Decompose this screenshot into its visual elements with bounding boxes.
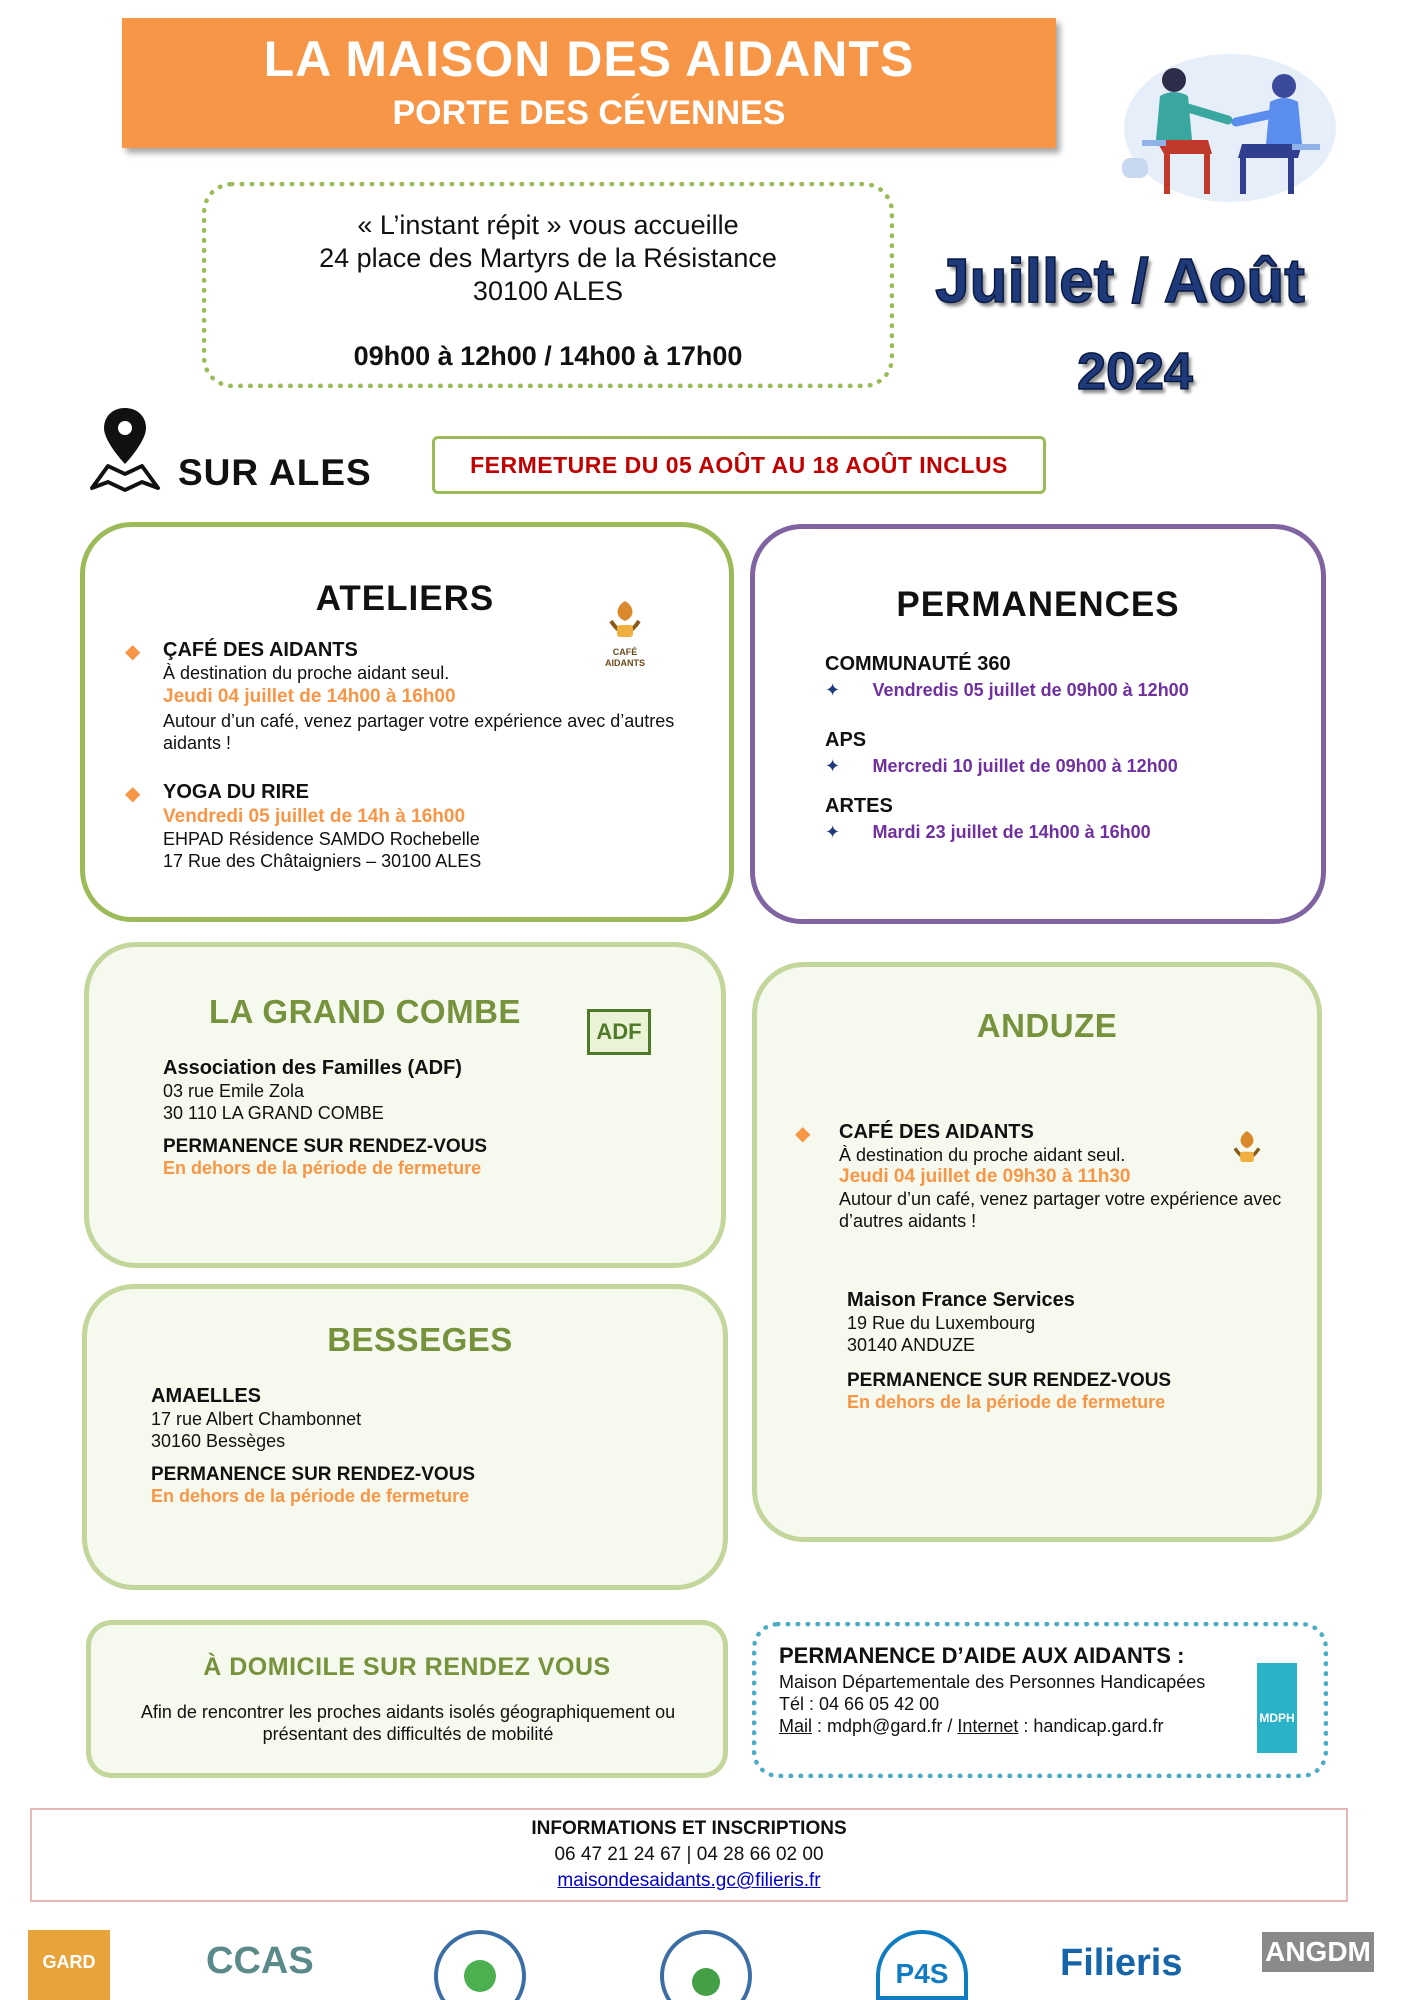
besseges-card xyxy=(82,1284,728,1590)
perm-item xyxy=(825,653,1305,701)
besseges-addr2: 30160 Bessèges xyxy=(151,1431,286,1451)
atelier-yoga-place2: 17 Rue des Châtaigniers – 30100 ALES xyxy=(163,851,482,871)
bullet-icon: ◆ xyxy=(125,641,141,663)
perm-item-name: APS xyxy=(825,729,867,751)
perm-item xyxy=(825,729,1305,777)
info-email-link[interactable]: maisondesaidants.gc@filieris.fr xyxy=(557,1870,821,1891)
mdph-contact: Mail : mdph@gard.fr / Internet : handicap.gard.fr xyxy=(779,1716,1164,1736)
anduze-cafe-name: CAFÉ DES AIDANTS xyxy=(839,1121,1034,1143)
info-title: INFORMATIONS ET INSCRIPTIONS xyxy=(531,1818,847,1839)
page-subtitle: PORTE DES CÉVENNES xyxy=(392,94,786,132)
period-months: Juillet / Août xyxy=(935,247,1305,316)
domicile-text: Afin de rencontrer les proches aidants isolés géographiquement ou présentant des difficultés de mobilité xyxy=(140,1702,676,1744)
anduze-title: ANDUZE xyxy=(976,1007,1118,1044)
atelier-yoga-date: Vendredi 05 juillet de 14h à 16h00 xyxy=(163,806,466,827)
map-pin-icon xyxy=(88,404,162,494)
filieris-logo: Filieris xyxy=(1060,1942,1183,1984)
anduze-info xyxy=(847,1289,1287,1413)
info-box xyxy=(30,1808,1348,1902)
besseges-addr1: 17 rue Albert Chambonnet xyxy=(151,1409,362,1429)
besseges-rdv: PERMANENCE SUR RENDEZ-VOUS xyxy=(151,1464,476,1485)
mdph-tel: Tél : 04 66 05 42 00 xyxy=(779,1694,940,1714)
caregivers-illustration xyxy=(1112,48,1340,208)
atelier-cafe-desc: À destination du proche aidant seul. xyxy=(163,663,450,683)
gard-logo: GARD xyxy=(28,1930,110,2000)
anduze-addr1: 19 Rue du Luxembourg xyxy=(847,1313,1036,1333)
atelier-cafe-note: Autour d’un café, venez partager votre expérience avec d’autres aidants ! xyxy=(163,711,675,753)
location-title: SUR ALES xyxy=(178,452,372,493)
anduze-cafe xyxy=(839,1121,1285,1232)
grand-combe-addr1: 03 rue Emile Zola xyxy=(163,1081,305,1101)
circle-logo-1 xyxy=(430,1926,530,2000)
besseges-info xyxy=(151,1385,671,1507)
city-address: 30100 ALES xyxy=(472,276,624,306)
bullet-icon: ◆ xyxy=(795,1123,811,1145)
mdph-info xyxy=(779,1671,1259,1737)
adf-logo: ADF xyxy=(587,1009,651,1055)
perm-item xyxy=(825,795,1305,843)
angdm-logo: ANGDM xyxy=(1262,1932,1374,1972)
p4s-logo: P4S xyxy=(876,1930,968,2000)
perm-item-name: COMMUNAUTÉ 360 xyxy=(825,653,1011,675)
ccas-logo: CCAS xyxy=(206,1940,314,1982)
besseges-rdv-note: En dehors de la période de fermeture xyxy=(151,1486,470,1506)
mdph-org: Maison Départementale des Personnes Handicapées xyxy=(779,1672,1206,1692)
cafe-logo-text: CAFÉ AIDANTS xyxy=(605,647,645,668)
page-title: LA MAISON DES AIDANTS xyxy=(263,31,915,87)
anduze-rdv: PERMANENCE SUR RENDEZ-VOUS xyxy=(847,1370,1172,1391)
atelier-yoga-place1: EHPAD Résidence SAMDO Rochebelle xyxy=(163,829,480,849)
atelier-cafe-name: ÇAFÉ DES AIDANTS xyxy=(163,639,358,661)
opening-hours: 09h00 à 12h00 / 14h00 à 17h00 xyxy=(353,341,743,371)
domicile-card xyxy=(86,1620,728,1778)
circle-logo-2 xyxy=(656,1926,756,2000)
grand-combe-rdv-note: En dehors de la période de fermeture xyxy=(163,1158,482,1178)
mdph-title: PERMANENCE D’AIDE AUX AIDANTS : xyxy=(779,1643,1185,1668)
arrow-icon: ✦ xyxy=(825,756,841,776)
anduze-rdv-note: En dehors de la période de fermeture xyxy=(847,1392,1166,1412)
address-box xyxy=(202,182,894,388)
period-year: 2024 xyxy=(1077,343,1193,401)
mdph-card xyxy=(752,1622,1328,1778)
anduze-org: Maison France Services xyxy=(847,1289,1075,1311)
mdph-logo: MDPH xyxy=(1257,1663,1297,1753)
permanences-card xyxy=(750,524,1326,924)
info-phones: 06 47 21 24 67 | 04 28 66 02 00 xyxy=(554,1844,824,1865)
atelier-yoga xyxy=(163,781,703,872)
grand-combe-rdv: PERMANENCE SUR RENDEZ-VOUS xyxy=(163,1136,488,1157)
anduze-cafe-date: Jeudi 04 juillet de 09h30 à 11h30 xyxy=(839,1166,1131,1187)
perm-item-date: Vendredis 05 juillet de 09h00 à 12h00 xyxy=(872,680,1189,700)
grand-combe-org: Association des Familles (ADF) xyxy=(163,1057,462,1079)
arrow-icon: ✦ xyxy=(825,680,841,700)
grand-combe-addr2: 30 110 LA GRAND COMBE xyxy=(163,1103,384,1123)
anduze-addr2: 30140 ANDUZE xyxy=(847,1335,976,1355)
ateliers-card xyxy=(80,522,734,922)
bullet-icon: ◆ xyxy=(125,783,141,805)
grand-combe-title: LA GRAND COMBE xyxy=(209,993,521,1030)
anduze-cafe-note: Autour d’un café, venez partager votre expérience avec d’autres aidants ! xyxy=(839,1189,1282,1231)
domicile-title: À DOMICILE SUR RENDEZ VOUS xyxy=(203,1653,611,1681)
grand-combe-info xyxy=(163,1057,683,1179)
anduze-card xyxy=(752,962,1322,1542)
partner-logos xyxy=(20,1922,1400,2000)
welcome-text: « L’instant répit » vous accueille xyxy=(357,210,739,240)
permanences-title: PERMANENCES xyxy=(896,585,1180,624)
besseges-title: BESSEGES xyxy=(327,1321,513,1358)
besseges-org: AMAELLES xyxy=(151,1385,261,1407)
perm-item-name: ARTES xyxy=(825,795,893,817)
atelier-cafe xyxy=(163,639,703,754)
grand-combe-card xyxy=(84,942,726,1268)
street-address: 24 place des Martyrs de la Résistance xyxy=(319,243,777,273)
closure-notice: FERMETURE DU 05 AOÛT AU 18 AOÛT INCLUS xyxy=(432,436,1046,494)
arrow-icon: ✦ xyxy=(825,822,841,842)
atelier-cafe-date: Jeudi 04 juillet de 14h00 à 16h00 xyxy=(163,686,456,707)
header-banner xyxy=(122,18,1056,148)
atelier-yoga-name: YOGA DU RIRE xyxy=(163,781,309,803)
perm-item-date: Mercredi 10 juillet de 09h00 à 12h00 xyxy=(872,756,1178,776)
perm-item-date: Mardi 23 juillet de 14h00 à 16h00 xyxy=(872,822,1151,842)
ateliers-title: ATELIERS xyxy=(315,579,495,618)
anduze-cafe-desc: À destination du proche aidant seul. xyxy=(839,1145,1126,1165)
